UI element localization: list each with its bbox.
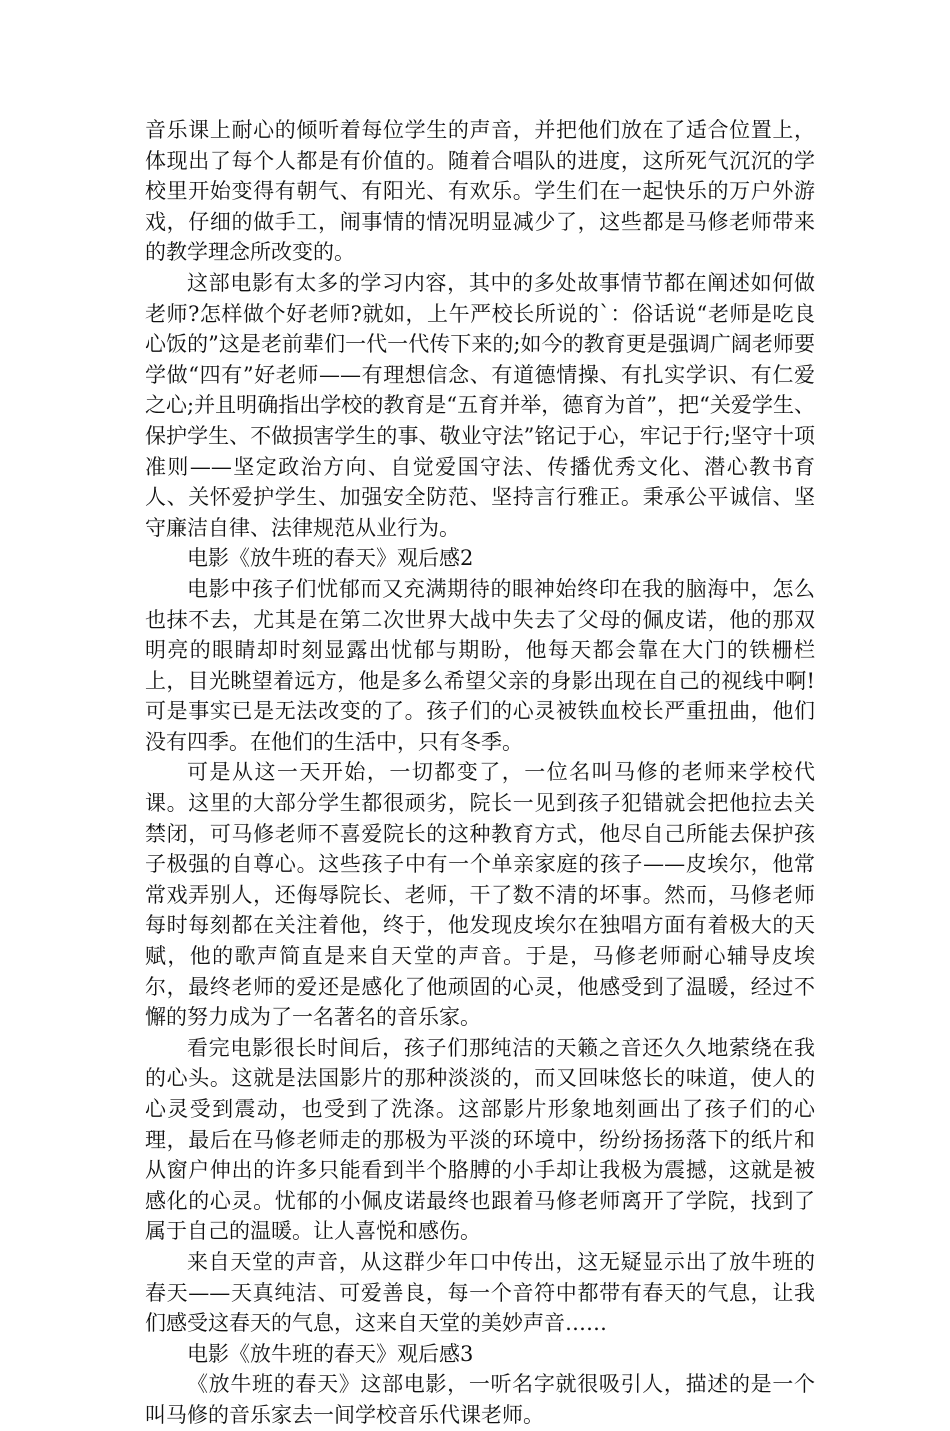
paragraph-teacher-learning: 这部电影有太多的学习内容，其中的多处故事情节都在阐述如何做老师?怎样做个好老师?就如，上午严校长所说的`：俗话说“老师是吃良心饭的”这是老前辈们一代一代传下来的;如今的教育更是强调广阔老师要学做“四有”好老师——有理想信念、有道德情操、有扎实学识、有仁爱之心;并且明确指出学校的教育是“五育并举，德育为首”，把“关爱学生、保护学生、不做损害学生的事、敬业守法”铭记于心，牢记于行;坚守十项准则——坚定政治方向、自觉爱国守法、传播优秀文化、潜心教书育人、关怀爱护学生、加强安全防范、坚持言行雅正。秉承公平诚信、坚守廉洁自律、法律规范从业行为。 [145,270,815,540]
section-heading-2: 电影《放牛班的春天》观后感2 [187,546,474,571]
paragraph-after-movie: 看完电影很长时间后，孩子们那纯洁的天籁之音还久久地萦绕在我的心头。这就是法国影片的那种淡淡的，而又回味悠长的味道，使人的心灵受到震动，也受到了洗涤。这部影片形象地刻画出了孩子们的心理，最后在马修老师走的那极为平淡的环境中，纷纷扬扬落下的纸片和从窗户伸出的许多只能看到半个胳膊的小手却让我极为震撼，这就是被感化的心灵。忧郁的小佩皮诺最终也跟着马修老师离开了学院，找到了属于自己的温暖。让人喜悦和感伤。 [145,1035,815,1244]
paragraph-children-eyes: 电影中孩子们忧郁而又充满期待的眼神始终印在我的脑海中，怎么也抹不去，尤其是在第二次世界大战中失去了父母的佩皮诺，他的那双明亮的眼睛却时刻显露出忧郁与期盼，他每天都会靠在大门的铁栅栏上，目光眺望着远方，他是多么希望父亲的身影出现在自己的视线中啊!可是事实已是无法改变的了。孩子们的心灵被铁血校长严重扭曲，他们没有四季。在他们的生活中，只有冬季。 [145,576,815,754]
paragraph-intro-3: 《放牛班的春天》这部电影，一听名字就很吸引人，描述的是一个叫马修的音乐家去一间学校音乐代课老师。 [145,1372,815,1427]
paragraph-heaven-voice: 来自天堂的声音，从这群少年口中传出，这无疑显示出了放牛班的春天——天真纯洁、可爱善良，每一个音符中都带有春天的气息，让我们感受这春天的气息，这来自天堂的美妙声音…… [145,1249,815,1336]
section-heading-3: 电影《放牛班的春天》观后感3 [187,1341,474,1366]
paragraph-mathieu-arrives: 可是从这一天开始，一切都变了，一位名叫马修的老师来学校代课。这里的大部分学生都很顽劣，院长一见到孩子犯错就会把他拉去关禁闭，可马修老师不喜爱院长的这种教育方式，他尽自己所能去保护孩子极强的自尊心。这些孩子中有一个单亲家庭的孩子——皮埃尔，他常常戏弄别人，还侮辱院长、老师，干了数不清的坏事。然而，马修老师每时每刻都在关注着他，终于，他发现皮埃尔在独唱方面有着极大的天赋，他的歌声简直是来自天堂的声音。于是，马修老师耐心辅导皮埃尔，最终老师的爱还是感化了他顽固的心灵，他感受到了温暖，经过不懈的努力成为了一名著名的音乐家。 [145,760,815,1030]
paragraph-music-class: 音乐课上耐心的倾听着每位学生的声音，并把他们放在了适合位置上，体现出了每个人都是有价值的。随着合唱队的进度，这所死气沉沉的学校里开始变得有朝气、有阳光、有欢乐。学生们在一起快乐的万户外游戏，仔细的做手工，闹事情的情况明显减少了，这些都是马修老师带来的教学理念所改变的。 [145,118,815,265]
document-body [145,115,815,1431]
